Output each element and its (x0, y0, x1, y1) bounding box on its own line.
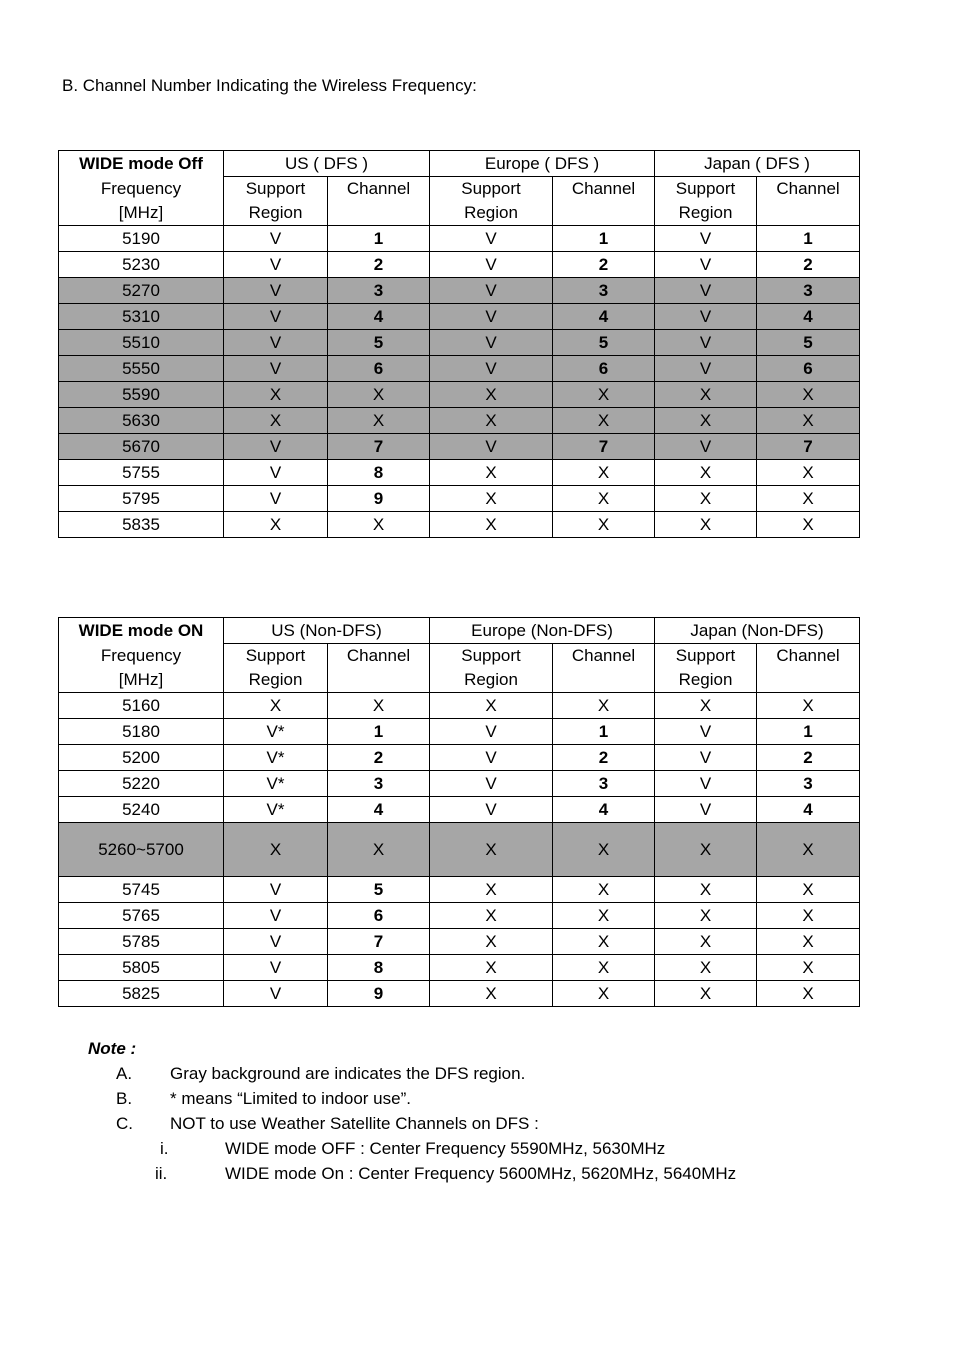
channel-cell: 4 (328, 797, 430, 823)
frequency-cell: 5180 (59, 719, 224, 745)
support-cell: V (224, 278, 328, 304)
channel-cell: X (757, 382, 860, 408)
channel-cell: X (757, 903, 860, 929)
frequency-cell: 5240 (59, 797, 224, 823)
support-cell: V (430, 330, 553, 356)
channel-header: Channel (328, 644, 430, 693)
region-header-us: US ( DFS ) (224, 151, 430, 177)
frequency-cell: 5260~5700 (59, 823, 224, 877)
support-cell: X (224, 512, 328, 538)
support-cell: V* (224, 797, 328, 823)
support-cell: V (224, 929, 328, 955)
support-cell: X (430, 382, 553, 408)
channel-header: Channel (757, 644, 860, 693)
channel-cell: 6 (328, 356, 430, 382)
support-cell: V (655, 252, 757, 278)
channel-cell: 3 (757, 278, 860, 304)
support-cell: V (655, 330, 757, 356)
note-sub-marker: ii. (155, 1164, 168, 1183)
channel-cell: 2 (757, 745, 860, 771)
channel-cell: 5 (553, 330, 655, 356)
support-region-header: Support Region (224, 644, 328, 693)
support-cell: X (430, 460, 553, 486)
frequency-cell: 5200 (59, 745, 224, 771)
table-row (59, 460, 860, 486)
support-cell: X (430, 823, 553, 877)
table-row (59, 434, 860, 460)
frequency-cell: 5805 (59, 955, 224, 981)
table-row (59, 771, 860, 797)
table-row (59, 304, 860, 330)
note-sub-text: WIDE mode On : Center Frequency 5600MHz, 5620MHz, 5640MHz (225, 1164, 737, 1183)
channel-cell: 6 (553, 356, 655, 382)
channel-cell: 3 (328, 771, 430, 797)
table-row (59, 252, 860, 278)
table-row (59, 955, 860, 981)
support-cell: V (655, 434, 757, 460)
support-cell: X (655, 486, 757, 512)
support-cell: X (655, 955, 757, 981)
support-cell: V (655, 278, 757, 304)
support-cell: V (224, 903, 328, 929)
support-region-header: Support Region (655, 644, 757, 693)
frequency-cell: 5745 (59, 877, 224, 903)
channel-cell: X (328, 823, 430, 877)
note-text: Gray background are indicates the DFS region. (170, 1064, 526, 1083)
channel-cell: X (553, 693, 655, 719)
support-cell: V (224, 226, 328, 252)
support-cell: X (655, 903, 757, 929)
channel-cell: 4 (553, 304, 655, 330)
support-cell: X (655, 460, 757, 486)
table-row (59, 981, 860, 1007)
frequency-cell: 5510 (59, 330, 224, 356)
channel-cell: 3 (757, 771, 860, 797)
region-header-japan: Japan ( DFS ) (655, 151, 860, 177)
support-region-header: Support Region (430, 644, 553, 693)
channel-cell: 7 (328, 929, 430, 955)
channel-cell: X (757, 929, 860, 955)
support-cell: V (224, 330, 328, 356)
channel-cell: X (757, 693, 860, 719)
support-cell: X (655, 981, 757, 1007)
channel-cell: X (757, 486, 860, 512)
support-cell: V (430, 304, 553, 330)
support-cell: V (224, 877, 328, 903)
channel-cell: X (757, 460, 860, 486)
channel-cell: X (757, 408, 860, 434)
channel-cell: X (553, 486, 655, 512)
support-cell: X (430, 929, 553, 955)
support-cell: V (655, 356, 757, 382)
channel-cell: 3 (328, 278, 430, 304)
region-header-europe: Europe (Non-DFS) (430, 618, 655, 644)
frequency-cell: 5835 (59, 512, 224, 538)
channel-header: Channel (328, 177, 430, 226)
support-cell: X (655, 512, 757, 538)
channel-header: Channel (757, 177, 860, 226)
channel-header: Channel (553, 177, 655, 226)
channel-cell: 3 (553, 771, 655, 797)
channel-cell: 2 (328, 252, 430, 278)
channel-cell: 8 (328, 460, 430, 486)
note-text: NOT to use Weather Satellite Channels on DFS : (170, 1114, 539, 1133)
table-row (59, 823, 860, 877)
support-cell: V (430, 771, 553, 797)
channel-cell: X (553, 981, 655, 1007)
channel-cell: 1 (328, 719, 430, 745)
frequency-cell: 5785 (59, 929, 224, 955)
channel-cell: X (553, 823, 655, 877)
support-cell: V* (224, 771, 328, 797)
support-region-header: Support Region (655, 177, 757, 226)
support-cell: X (655, 877, 757, 903)
channel-cell: X (553, 955, 655, 981)
table-row (59, 278, 860, 304)
frequency-cell: 5825 (59, 981, 224, 1007)
frequency-cell: 5630 (59, 408, 224, 434)
table-row (59, 929, 860, 955)
wide-mode-on-table (58, 617, 860, 1007)
channel-cell: 8 (328, 955, 430, 981)
channel-cell: 9 (328, 981, 430, 1007)
support-cell: V (430, 797, 553, 823)
channel-cell: 7 (757, 434, 860, 460)
channel-cell: X (553, 903, 655, 929)
frequency-cell: 5160 (59, 693, 224, 719)
support-cell: X (224, 823, 328, 877)
channel-cell: 2 (553, 745, 655, 771)
frequency-header: Frequency [MHz] (59, 177, 224, 226)
frequency-cell: 5220 (59, 771, 224, 797)
table-row (59, 408, 860, 434)
channel-cell: X (553, 877, 655, 903)
support-cell: X (430, 877, 553, 903)
note-text: * means “Limited to indoor use”. (170, 1089, 411, 1108)
support-region-header: Support Region (430, 177, 553, 226)
note-marker: C. (116, 1114, 133, 1133)
channel-cell: 5 (328, 877, 430, 903)
note-marker: A. (116, 1064, 133, 1083)
channel-cell: 4 (757, 304, 860, 330)
channel-cell: X (553, 512, 655, 538)
support-cell: X (655, 823, 757, 877)
frequency-cell: 5590 (59, 382, 224, 408)
support-cell: V (224, 981, 328, 1007)
support-cell: V (224, 304, 328, 330)
channel-cell: X (757, 823, 860, 877)
channel-cell: 1 (757, 226, 860, 252)
support-cell: X (655, 693, 757, 719)
frequency-cell: 5550 (59, 356, 224, 382)
region-header-europe: Europe ( DFS ) (430, 151, 655, 177)
channel-cell: 9 (328, 486, 430, 512)
channel-cell: 4 (757, 797, 860, 823)
support-cell: X (655, 408, 757, 434)
channel-cell: X (553, 408, 655, 434)
support-cell: X (430, 981, 553, 1007)
support-cell: V (224, 252, 328, 278)
support-cell: V (655, 226, 757, 252)
support-cell: V* (224, 745, 328, 771)
support-cell: V (224, 434, 328, 460)
support-cell: X (224, 382, 328, 408)
wide-mode-off-table (58, 150, 860, 538)
support-cell: X (655, 382, 757, 408)
table-row (59, 719, 860, 745)
table-row (59, 903, 860, 929)
support-cell: V (430, 278, 553, 304)
table-row (59, 356, 860, 382)
frequency-cell: 5755 (59, 460, 224, 486)
frequency-cell: 5190 (59, 226, 224, 252)
channel-cell: 2 (757, 252, 860, 278)
channel-cell: 1 (553, 226, 655, 252)
table-row (59, 330, 860, 356)
channel-cell: 6 (757, 356, 860, 382)
support-cell: V (655, 797, 757, 823)
frequency-cell: 5310 (59, 304, 224, 330)
channel-cell: X (328, 408, 430, 434)
support-cell: V (430, 434, 553, 460)
channel-cell: 4 (553, 797, 655, 823)
section-heading: B. Channel Number Indicating the Wireless Frequency: (62, 76, 477, 95)
note-sub-marker: i. (160, 1139, 169, 1158)
channel-cell: X (553, 460, 655, 486)
support-cell: V (655, 745, 757, 771)
support-cell: X (655, 929, 757, 955)
support-cell: V (430, 226, 553, 252)
support-cell: X (224, 693, 328, 719)
table-row (59, 226, 860, 252)
channel-cell: X (553, 382, 655, 408)
channel-cell: 1 (328, 226, 430, 252)
table-row (59, 797, 860, 823)
channel-cell: 5 (328, 330, 430, 356)
support-cell: V (430, 252, 553, 278)
channel-cell: 2 (328, 745, 430, 771)
channel-cell: 1 (757, 719, 860, 745)
support-cell: V (224, 955, 328, 981)
channel-cell: X (757, 955, 860, 981)
support-cell: V (224, 460, 328, 486)
support-cell: V (655, 719, 757, 745)
support-cell: V (224, 486, 328, 512)
channel-cell: X (328, 512, 430, 538)
frequency-cell: 5765 (59, 903, 224, 929)
mode-header: WIDE mode ON (59, 618, 224, 644)
frequency-cell: 5670 (59, 434, 224, 460)
support-cell: X (430, 903, 553, 929)
channel-cell: X (328, 693, 430, 719)
support-cell: X (224, 408, 328, 434)
note-title: Note : (88, 1039, 137, 1058)
table-row (59, 486, 860, 512)
frequency-cell: 5230 (59, 252, 224, 278)
channel-cell: X (757, 981, 860, 1007)
channel-cell: 6 (328, 903, 430, 929)
region-header-us: US (Non-DFS) (224, 618, 430, 644)
support-cell: V (224, 356, 328, 382)
channel-cell: 3 (553, 278, 655, 304)
table-row (59, 693, 860, 719)
channel-cell: X (553, 929, 655, 955)
support-cell: V (655, 304, 757, 330)
table-row (59, 745, 860, 771)
support-cell: V (430, 356, 553, 382)
frequency-cell: 5795 (59, 486, 224, 512)
mode-header: WIDE mode Off (59, 151, 224, 177)
support-cell: X (430, 512, 553, 538)
frequency-cell: 5270 (59, 278, 224, 304)
support-cell: V (430, 719, 553, 745)
channel-cell: 7 (328, 434, 430, 460)
table-row (59, 877, 860, 903)
support-cell: V (430, 745, 553, 771)
support-cell: X (430, 955, 553, 981)
channel-cell: 4 (328, 304, 430, 330)
table-row (59, 512, 860, 538)
support-cell: X (430, 693, 553, 719)
table-row (59, 382, 860, 408)
support-cell: X (430, 486, 553, 512)
channel-header: Channel (553, 644, 655, 693)
region-header-japan: Japan (Non-DFS) (655, 618, 860, 644)
support-cell: V (655, 771, 757, 797)
channel-cell: 1 (553, 719, 655, 745)
note-sub-text: WIDE mode OFF : Center Frequency 5590MHz, 5630MHz (225, 1139, 666, 1158)
channel-cell: 7 (553, 434, 655, 460)
channel-cell: 5 (757, 330, 860, 356)
channel-cell: X (757, 512, 860, 538)
note-marker: B. (116, 1089, 133, 1108)
support-cell: X (430, 408, 553, 434)
support-cell: V* (224, 719, 328, 745)
channel-cell: 2 (553, 252, 655, 278)
support-region-header: Support Region (224, 177, 328, 226)
channel-cell: X (328, 382, 430, 408)
channel-cell: X (757, 877, 860, 903)
frequency-header: Frequency [MHz] (59, 644, 224, 693)
